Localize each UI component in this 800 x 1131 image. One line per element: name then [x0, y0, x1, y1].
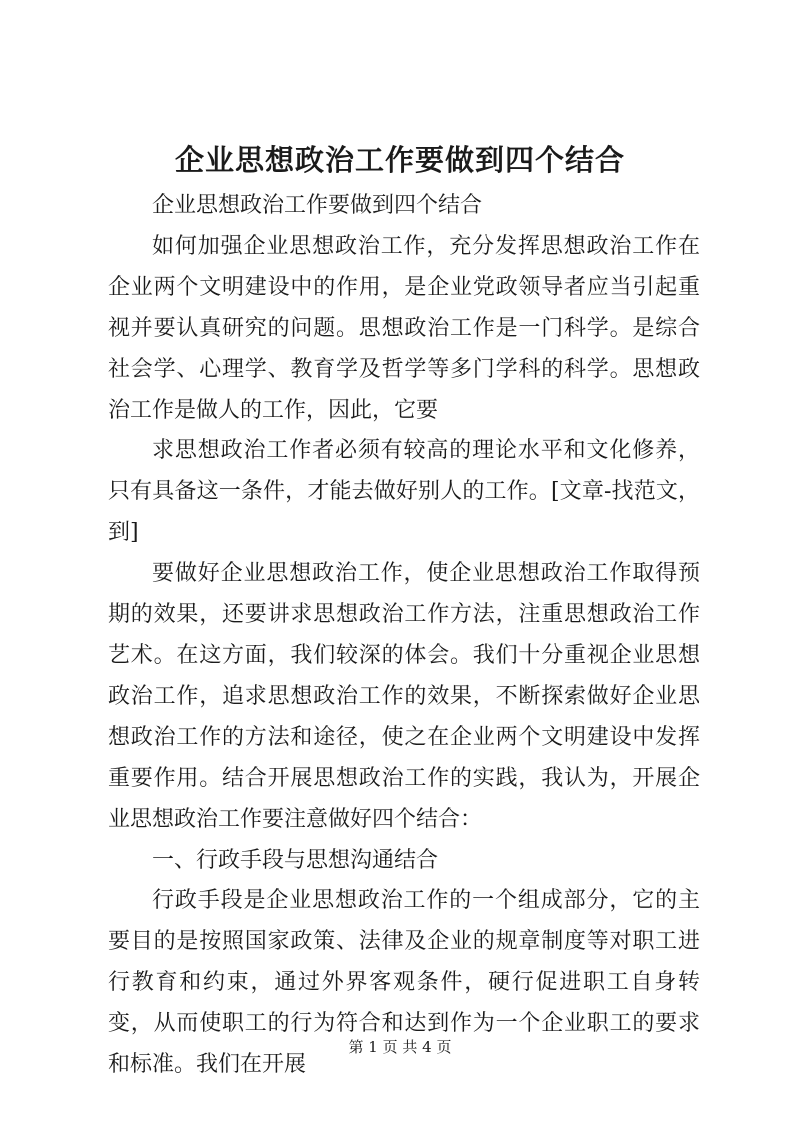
paragraph: 如何加强企业思想政治工作，充分发挥思想政治工作在企业两个文明建设中的作用，是企业党政领导者应当引起重视并要认真研究的问题。思想政治工作是一门科学。是综合社会学、心理学、教育学及哲学等多门学科的科学。思想政治工作是做人的工作，因此，它要: [108, 233, 700, 423]
document-body: [108, 186, 700, 1086]
document-title: 企业思想政治工作要做到四个结合: [174, 143, 625, 177]
section-heading: 一、行政手段与思想沟通结合: [152, 847, 439, 873]
paragraph: 要做好企业思想政治工作，使企业思想政治工作取得预期的效果，还要讲求思想政治工作方法，注重思想政治工作艺术。在这方面，我们较深的体会。我们十分重视企业思想政治工作，追求思想政治工作的效果，不断探索做好企业思想政治工作的方法和途径，使之在企业两个文明建设中发挥重要作用。结合开展思想政治工作的实践，我认为，开展企业思想政治工作要注意做好四个结合：: [108, 561, 700, 832]
paragraph-subtitle: 企业思想政治工作要做到四个结合: [152, 193, 483, 218]
page-footer: 第 1 页 共 4 页: [348, 1038, 452, 1056]
paragraph: 行政手段是企业思想政治工作的一个组成部分，它的主要目的是按照国家政策、法律及企业的规章制度等对职工进行教育和约束，通过外界客观条件，硬行促进职工自身转变，从而使职工的行为符合和达到作为一个企业职工的要求和标准。我们在开展: [108, 888, 700, 1078]
paragraph: 求思想政治工作者必须有较高的理论水平和文化修养，只有具备这一条件，才能去做好别人的工作。[文章-找范文，到]: [108, 438, 700, 546]
